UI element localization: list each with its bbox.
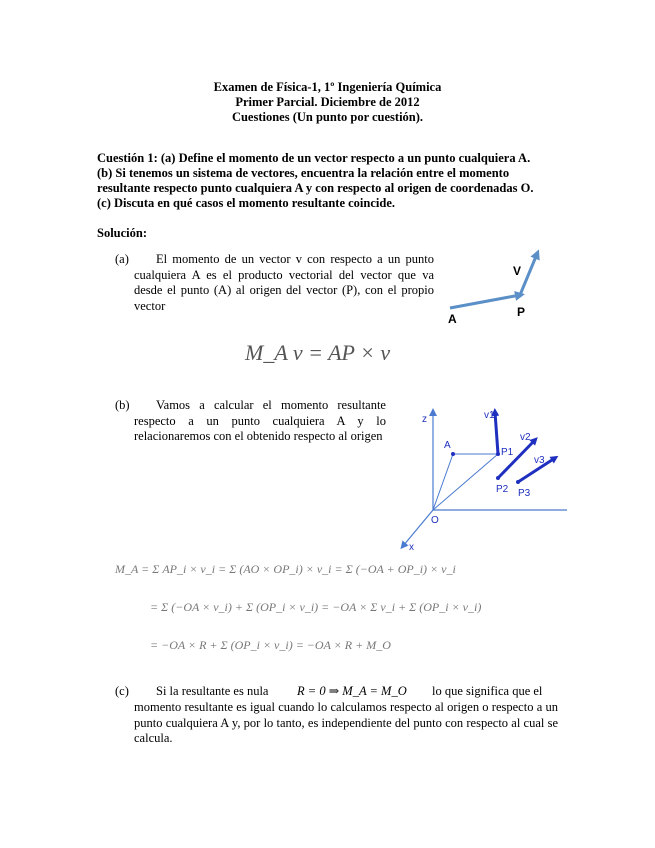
- label-p3: P3: [518, 488, 531, 499]
- question-line-3: resultante respecto punto cualquiera A y con respecto al origen de coordenadas O.: [97, 181, 534, 195]
- part-a-text: El momento de un vector v con respecto a un punto cualquiera A es el producto vectorial del vector que va desde el punto (A) al origen del vector (P), con el propio vector: [134, 252, 434, 313]
- moment-equation: M_A v = AP × v: [245, 340, 391, 365]
- part-c-lead: Si la resultante es nula: [156, 684, 269, 698]
- point-p3: [516, 480, 520, 484]
- label-a: A: [448, 312, 457, 325]
- point-a: [451, 452, 455, 456]
- label-o: O: [431, 515, 439, 526]
- label-x: x: [409, 542, 414, 552]
- derivation-line-1: M_A = Σ AP_i × v_i = Σ (AO × OP_i) × v_i = Σ (−OA + OP_i) × v_i: [115, 562, 456, 576]
- question-line-2: (b) Si tenemos un sistema de vectores, encuentra la relación entre el momento: [97, 166, 510, 180]
- label-v: V: [513, 264, 522, 278]
- part-c-condition: R = 0 ⇒ M_A = M_O: [297, 684, 407, 698]
- derivation-line-3: = −OA × R + Σ (OP_i × v_i) = −OA × R + M_O: [150, 638, 391, 652]
- derivation-line-2: = Σ (−OA × v_i) + Σ (OP_i × v_i) = −OA × Σ v_i + Σ (OP_i × v_i): [150, 600, 482, 614]
- vector-v2: [498, 440, 535, 478]
- label-p1: P1: [501, 447, 514, 458]
- exam-subtitle: Primer Parcial. Diciembre de 2012: [235, 95, 420, 109]
- label-v2: v2: [520, 432, 531, 443]
- question-line-1: Cuestión 1: (a) Define el momento de un vector respecto a un punto cualquiera A.: [97, 151, 531, 165]
- label-z: z: [422, 414, 427, 425]
- part-a-label: (a): [115, 252, 129, 266]
- part-c-label: (c): [115, 684, 129, 698]
- label-v1: v1: [484, 410, 495, 421]
- point-p2: [496, 476, 500, 480]
- label-v3: v3: [534, 455, 545, 466]
- part-c-rest: lo que significa que el: [432, 684, 543, 698]
- vector-v: [520, 254, 537, 295]
- solution-label: Solución:: [97, 226, 148, 240]
- label-a-b: A: [444, 440, 451, 451]
- question-line-4: (c) Discuta en qué casos el momento resultante coincide.: [97, 196, 395, 210]
- part-b-text: Vamos a calcular el momento resultante respecto a un punto cualquiera A y lo relacionaremos con el obtenido respecto al origen: [134, 398, 386, 443]
- moment-diagram-a: [440, 240, 560, 325]
- vector-ap: [450, 295, 520, 308]
- part-c-text: momento resultante es igual cuando lo calculamos respecto al origen o respecto a un punto cualquiera A y, por lo tanto, es independiente del punto con respecto al cual se calcula.: [134, 700, 558, 745]
- vector-v1: [495, 412, 498, 454]
- x-axis: [403, 510, 433, 546]
- point-p1: [496, 452, 500, 456]
- part-b-label: (b): [115, 398, 130, 412]
- vector-system-diagram: [395, 400, 570, 552]
- label-p: P: [517, 305, 526, 319]
- exam-instructions: Cuestiones (Un punto por cuestión).: [231, 110, 424, 124]
- label-p2: P2: [496, 484, 509, 495]
- exam-title: Examen de Física-1, 1º Ingeniería Química: [213, 80, 442, 94]
